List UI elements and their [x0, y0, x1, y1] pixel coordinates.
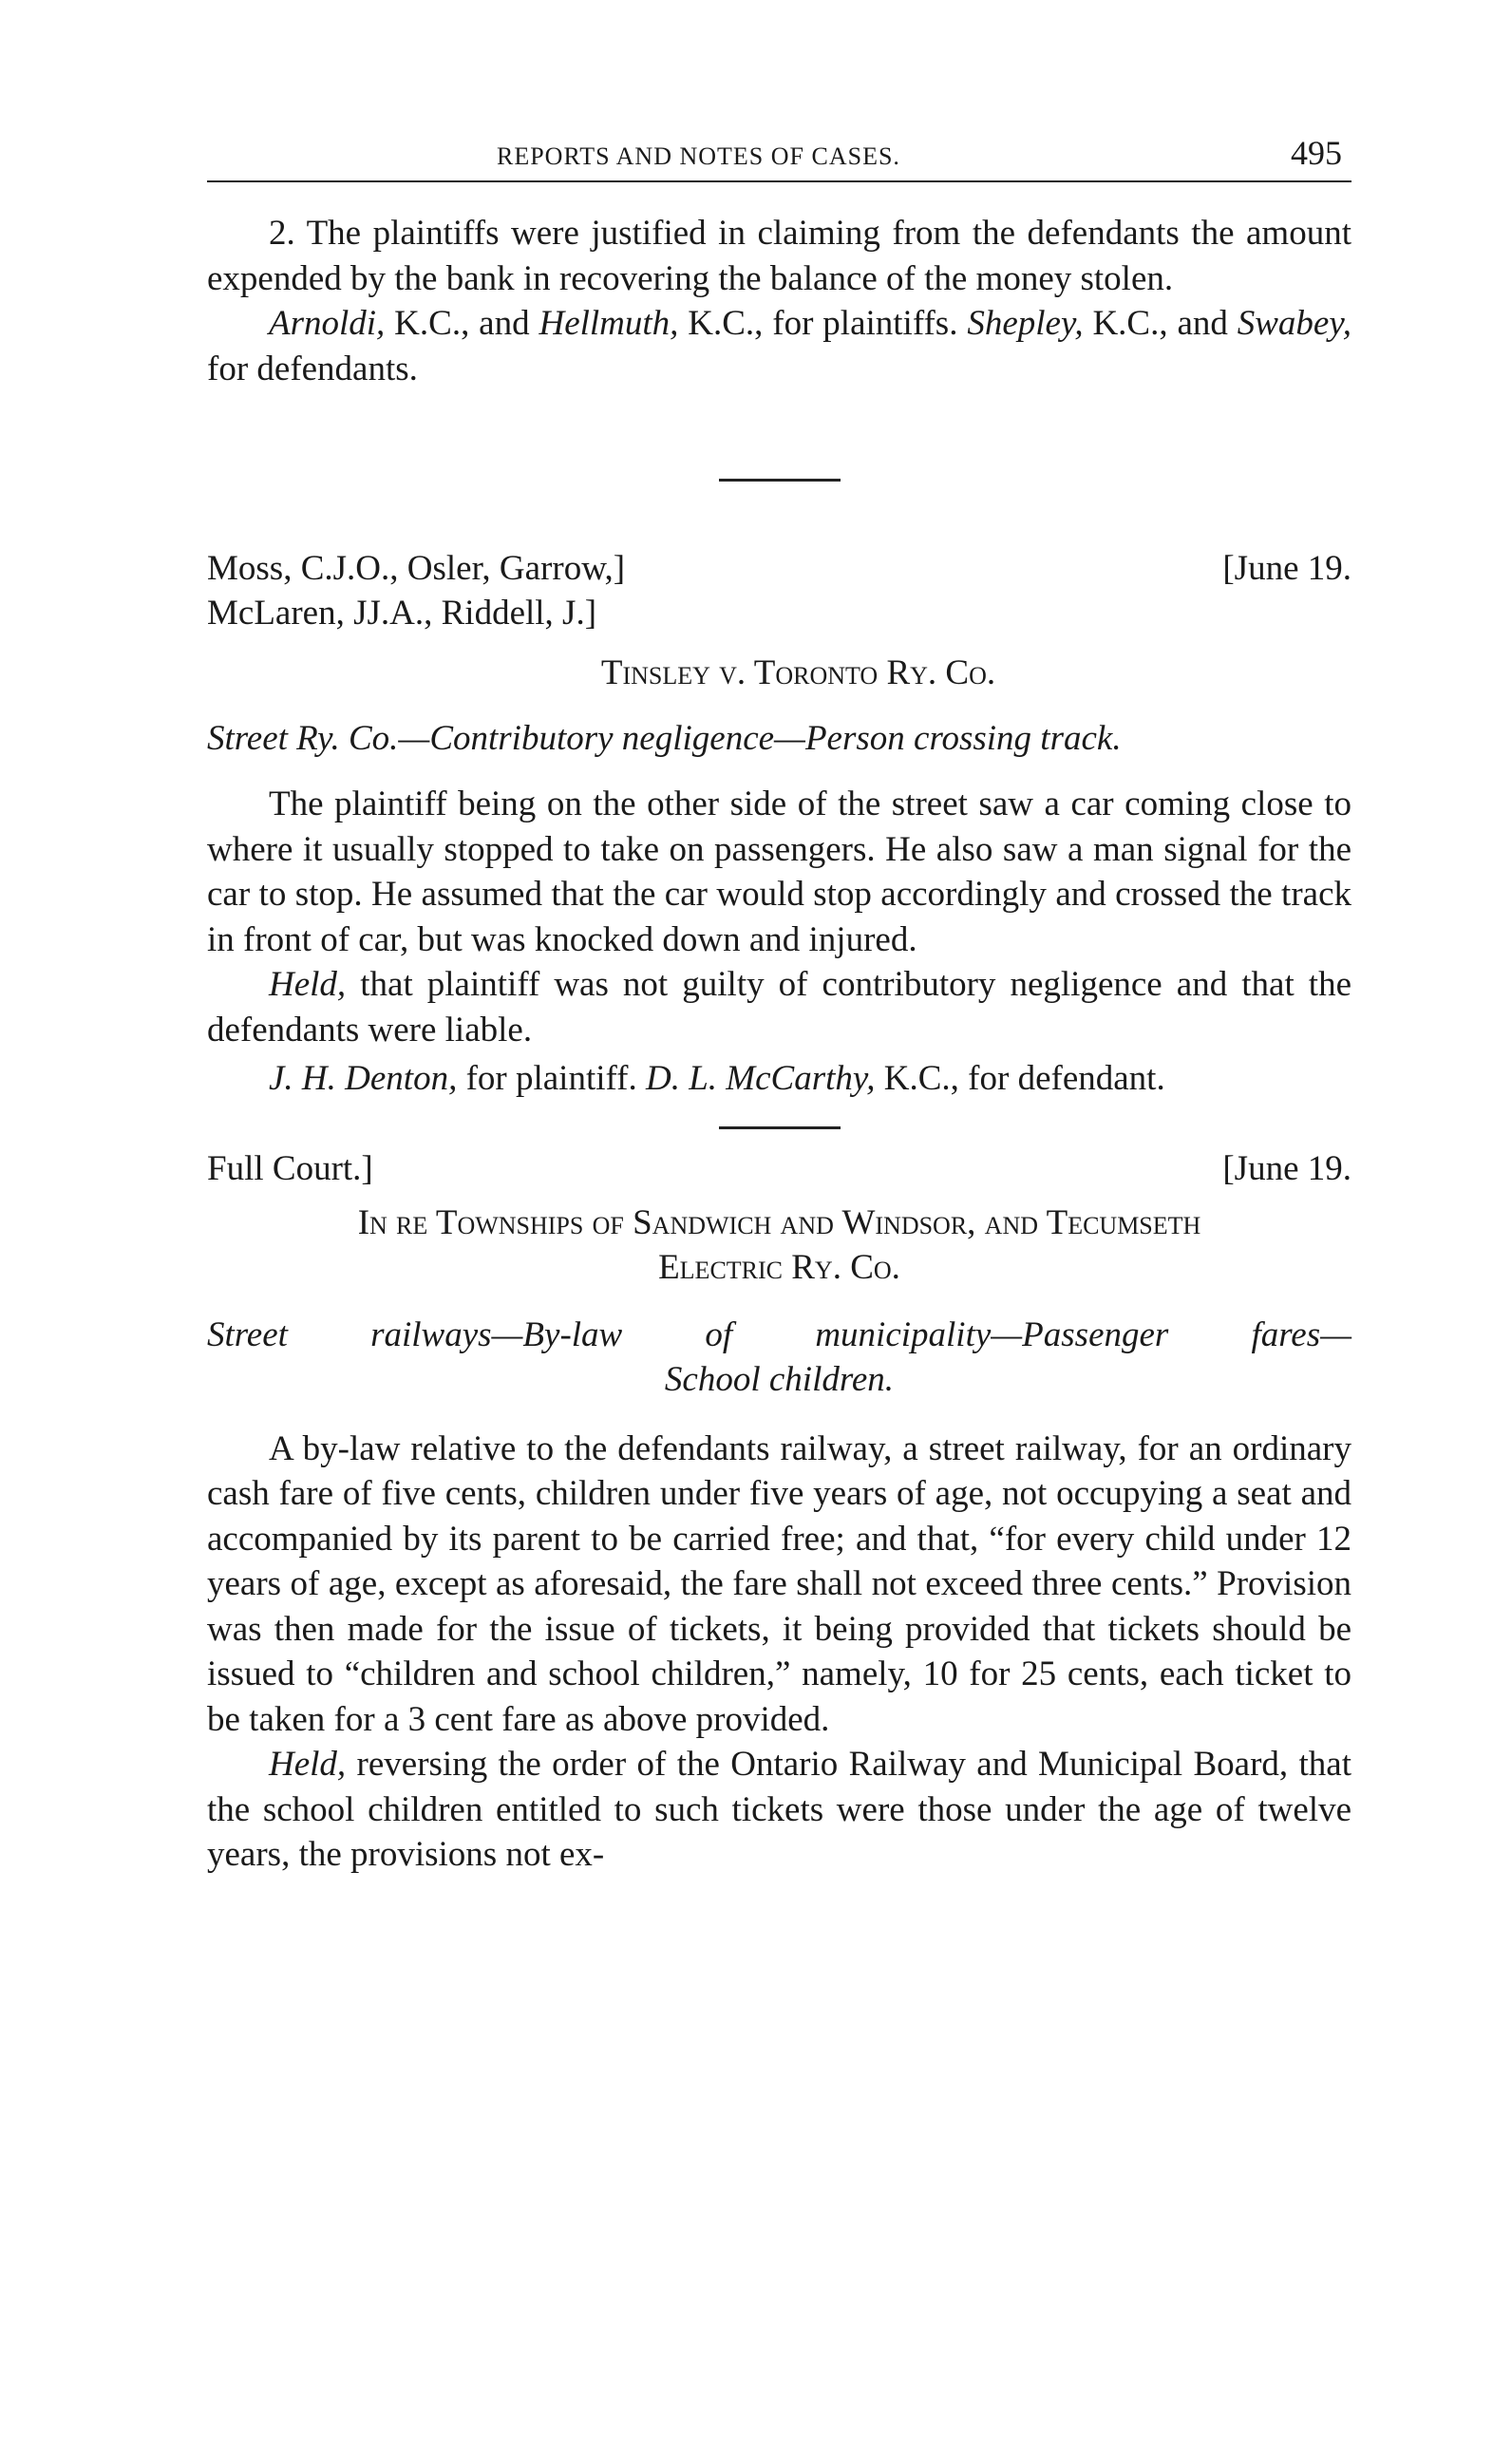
case-headnote-line2: School children.	[664, 1359, 895, 1399]
previous-case-end	[207, 211, 1351, 391]
counsel-name: J. H. Denton,	[269, 1059, 458, 1098]
counsel-name: D. L. McCarthy,	[646, 1059, 876, 1098]
counsel-role: K.C., for plaintiffs.	[678, 304, 968, 343]
held-word: Held,	[269, 965, 347, 1004]
page-header	[207, 133, 1351, 182]
case-title-line2: Electric Ry. Co.	[658, 1247, 900, 1287]
holding-text: reversing the order of the Ontario Railway and Municipal Board, that the school children entitled to such tickets were those under the age of twelve years, the provisions not ex-	[207, 1745, 1351, 1874]
page-number: 495	[1291, 134, 1342, 172]
holding-text: that plaintiff was not guilty of contributory negligence and that the defendants were liable.	[207, 965, 1351, 1049]
bench-judges-line1: Moss, C.J.O., Osler, Garrow,]	[207, 549, 626, 588]
section-divider	[719, 479, 841, 482]
bench-row	[207, 546, 1351, 591]
case-holding	[207, 1742, 1351, 1878]
counsel-role: for plaintiff.	[457, 1059, 646, 1098]
counsel-name: Swabey,	[1237, 304, 1351, 343]
court-row	[207, 1146, 1351, 1191]
case-holding	[207, 962, 1351, 1052]
court-name: Full Court.]	[207, 1148, 373, 1188]
bench-row-2	[207, 591, 1351, 635]
paragraph-2: 2. The plaintiffs were justified in claiming from the defendants the amount expended by the bank in recovering the balance of the money stolen.	[207, 214, 1351, 298]
counsel-role: K.C., and	[1083, 304, 1238, 343]
counsel-role: K.C., and	[385, 304, 539, 343]
case-facts: The plaintiff being on the other side of the street saw a car coming close to where it usually stopped to take on passengers. He also saw a man signal for the car to stop. He assumed that the car would stop accordingly and crossed the track in front of car, but was knocked down and injured.	[207, 785, 1351, 959]
section-divider	[719, 1126, 841, 1129]
counsel-line	[207, 1056, 1351, 1102]
counsel-name: Hellmuth,	[539, 304, 679, 343]
decision-date: [June 19.	[1222, 549, 1351, 588]
held-word: Held,	[269, 1745, 347, 1784]
counsel-name: Shepley,	[967, 304, 1084, 343]
counsel-role: for defendants.	[207, 349, 418, 388]
counsel-name: Arnoldi,	[269, 304, 386, 343]
case-headnote-line1: Street railways—By-law of municipality—Passenger fares—	[207, 1314, 1351, 1354]
case-title: Tinsley v. Toronto Ry. Co.	[600, 653, 996, 692]
running-head: REPORTS AND NOTES OF CASES.	[497, 142, 900, 170]
case-tinsley	[207, 546, 1351, 1102]
case-title-line1: In re Townships of Sandwich and Windsor, and Tecumseth	[357, 1202, 1201, 1242]
decision-date: [June 19.	[1222, 1148, 1351, 1188]
page	[207, 133, 1351, 1878]
case-headnote: Street Ry. Co.—Contributory negligence—Person crossing track.	[207, 719, 1122, 758]
case-sandwich-windsor	[207, 1146, 1351, 1878]
counsel-role: K.C., for defendant.	[875, 1059, 1165, 1098]
counsel-line	[207, 301, 1351, 391]
bench-judges-line2: McLaren, JJ.A., Riddell, J.]	[207, 594, 597, 633]
case-facts: A by-law relative to the defendants railway, a street railway, for an ordinary cash fare of five cents, children under five years of age, not occupying a seat and accompanied by its parent to be carried free; and that, “for every child under 12 years of age, except as aforesaid, the fare shall not exceed three cents.” Provision was then made for the issue of tickets, it being provided that tickets should be issued to “children and school children,” namely, 10 for 25 cents, each ticket to be taken for a 3 cent fare as above provided.	[207, 1428, 1351, 1739]
